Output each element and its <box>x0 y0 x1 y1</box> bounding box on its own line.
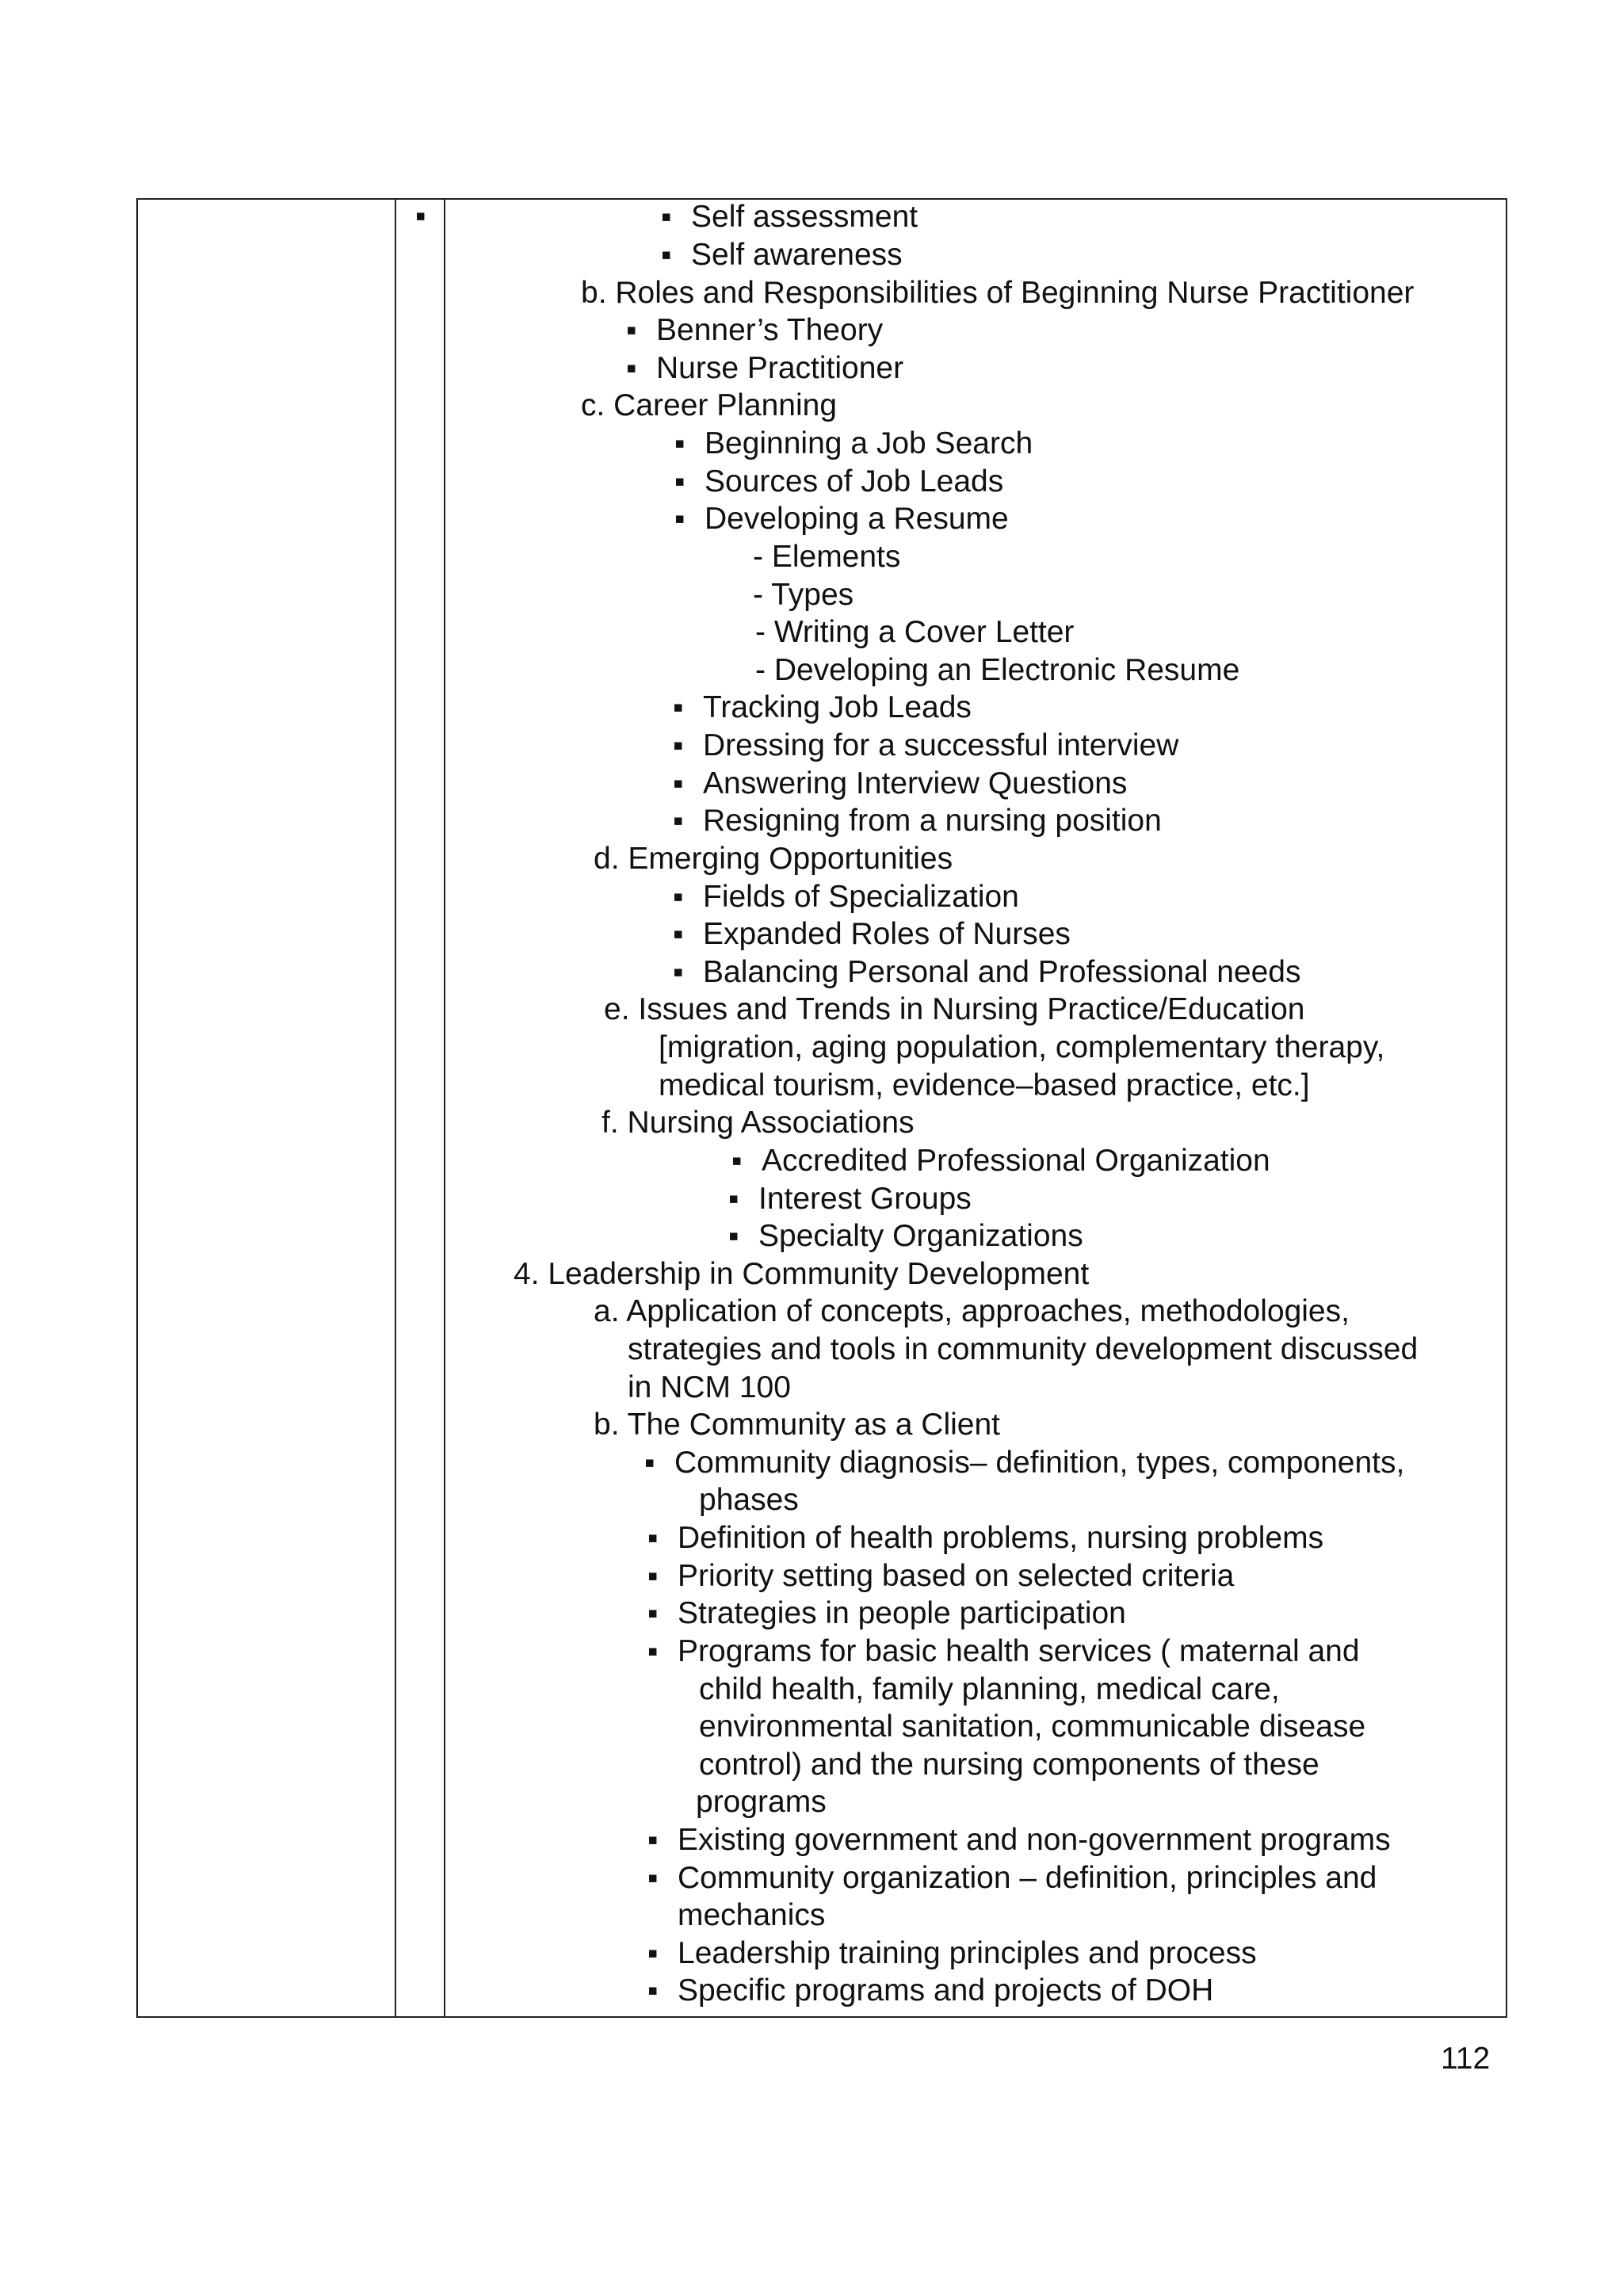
bullet-item: ▪ Priority setting based on selected criteria <box>678 1557 1234 1595</box>
bullet-item: ▪ Interest Groups <box>758 1180 972 1218</box>
section-heading: d. Emerging Opportunities <box>594 842 953 876</box>
section-heading: a. Application of concepts, approaches, methodologies, <box>594 1294 1350 1328</box>
section-heading: b. Roles and Responsibilities of Beginning Nurse Practitioner <box>581 276 1415 310</box>
bullet-item: ▪ Self assessment <box>691 198 918 236</box>
bullet-item: ▪ Nurse Practitioner <box>656 350 903 388</box>
dash-item: - Elements <box>753 540 901 574</box>
bullet-item: ▪ Sources of Job Leads <box>705 463 1003 501</box>
text-line: in NCM 100 <box>628 1370 791 1404</box>
bullet-item: ▪ Self awareness <box>691 236 903 274</box>
text-line: mechanics <box>678 1898 826 1932</box>
bullet-item: ▪ Definition of health problems, nursing problems <box>678 1519 1323 1557</box>
section-heading: f. Nursing Associations <box>601 1106 915 1140</box>
text-line: environmental sanitation, communicable disease <box>699 1710 1366 1744</box>
section-heading: 4. Leadership in Community Development <box>514 1257 1090 1291</box>
bullet-item: ▪ Strategies in people participation <box>678 1595 1126 1633</box>
dash-item: - Types <box>753 578 854 612</box>
bullet-item: ▪ Community organization – definition, principles and <box>678 1859 1377 1897</box>
bullet-item: ▪ Existing government and non-government programs <box>678 1821 1391 1859</box>
bullet-item: ▪ Accredited Professional Organization <box>762 1142 1270 1180</box>
text-line: strategies and tools in community development discussed <box>628 1332 1419 1366</box>
text-line: phases <box>699 1483 799 1517</box>
bullet-item: ▪ Resigning from a nursing position <box>703 802 1162 840</box>
bullet-item: ▪ Fields of Specialization <box>703 878 1019 916</box>
bullet-item: ▪ Expanded Roles of Nurses <box>703 915 1071 953</box>
text-line: programs <box>696 1785 827 1819</box>
section-heading: e. Issues and Trends in Nursing Practice/Education <box>604 992 1305 1026</box>
bullet-item: ▪ Developing a Resume <box>705 500 1009 538</box>
bullet-item: ▪ Community diagnosis– definition, types, components, <box>674 1444 1404 1482</box>
bullet-item: ▪ Specialty Organizations <box>758 1217 1083 1255</box>
section-heading: b. The Community as a Client <box>594 1408 1000 1442</box>
bullet-item: ▪ Leadership training principles and process <box>678 1935 1257 1973</box>
column-divider-2 <box>444 200 445 2016</box>
column-divider-1 <box>395 200 396 2016</box>
bullet-item: ▪ Programs for basic health services ( maternal and <box>678 1633 1360 1671</box>
text-line: [migration, aging population, complementary therapy, <box>659 1030 1385 1064</box>
bullet-item: ▪ Beginning a Job Search <box>705 425 1033 463</box>
text-line: control) and the nursing components of these <box>699 1748 1319 1782</box>
bullet-item: ▪ Dressing for a successful interview <box>703 727 1178 765</box>
section-heading: c. Career Planning <box>581 388 838 422</box>
bullet-item: ▪ Benner’s Theory <box>656 311 883 350</box>
bullet-item: ▪ Balancing Personal and Professional needs <box>703 953 1301 991</box>
dash-item: - Writing a Cover Letter <box>755 615 1075 649</box>
bullet-item: ▪ Tracking Job Leads <box>703 689 972 727</box>
text-line: child health, family planning, medical care, <box>699 1672 1280 1706</box>
dash-item: - Developing an Electronic Resume <box>755 653 1240 687</box>
bullet-item: ▪ Specific programs and projects of DOH <box>678 1972 1213 2010</box>
text-line: medical tourism, evidence–based practice, etc.] <box>659 1068 1310 1102</box>
page-number: 112 <box>1441 2042 1491 2076</box>
bullet-item: ▪ Answering Interview Questions <box>703 765 1127 803</box>
